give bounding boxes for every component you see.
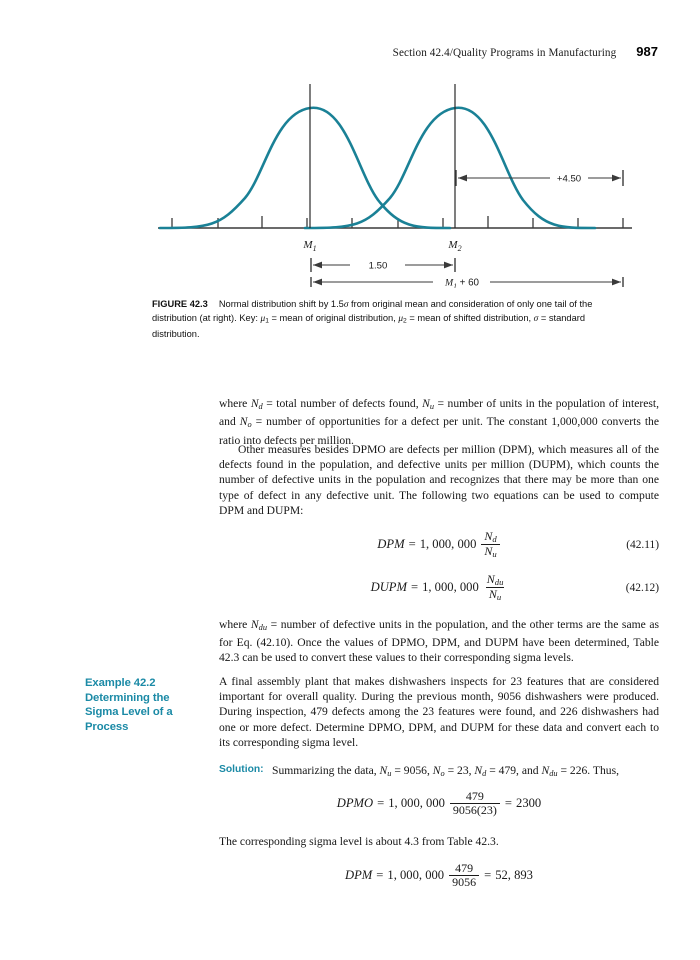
var-ndu-sub: du — [258, 623, 267, 633]
para1-text-2: = number of units in the population of interest, and — [219, 397, 659, 429]
var-ndu: N — [250, 618, 259, 631]
example-heading — [85, 676, 210, 734]
eq-lhs: DPM — [377, 537, 405, 552]
example-heading-line-3: Sigma Level of a — [85, 706, 173, 719]
where-prefix: where — [219, 397, 251, 410]
dimension-span-m1-60 — [311, 277, 623, 288]
figure-caption-text-4: = mean of shifted distribution, — [406, 313, 534, 324]
var-nd-sub: d — [258, 402, 263, 412]
var-nu: N — [422, 397, 430, 410]
where-prefix: where — [219, 618, 251, 631]
eq-lhs: DPMO — [336, 795, 374, 810]
eq-fraction — [449, 862, 479, 888]
eq-equals: = — [408, 537, 416, 552]
fraction-denominator: 9056 — [449, 875, 479, 889]
sigma-level-note — [219, 834, 659, 849]
paragraph-text: The corresponding sigma level is about 4.3 from Table 42.3. — [219, 835, 499, 848]
equation-expression — [345, 862, 533, 888]
equation-42-12 — [219, 573, 659, 602]
paragraph-where-nd — [219, 396, 659, 448]
fraction-numerator: 479 — [455, 861, 474, 875]
eq-fraction — [481, 530, 499, 559]
eq-fraction — [484, 573, 507, 602]
equation-expression — [371, 573, 508, 602]
var-no-sub: o — [440, 769, 445, 779]
figure-caption — [152, 298, 630, 342]
fraction-numerator: $N_d$ — [484, 529, 497, 545]
solution-text-4: = 226. Thus, — [557, 764, 619, 777]
running-head-section-title: Section 42.4/Quality Programs in Manufacturing — [392, 47, 617, 59]
figure-42-3 — [150, 78, 640, 288]
fraction-denominator: $N_u$ — [486, 587, 504, 602]
solution-text-3: = 479, and — [486, 764, 542, 777]
solution-prefix: Summarizing the data, — [272, 764, 380, 777]
var-nu-sub: u — [387, 769, 392, 779]
var-nd: N — [474, 764, 483, 777]
figure-caption-text-5: = standard distribution. — [152, 313, 586, 340]
dimension-label-shift: 1.50 — [368, 260, 388, 272]
solution-label: Solution: — [219, 764, 264, 775]
figure-caption-text-1: Normal distribution shift by 1.5 — [218, 299, 344, 309]
example-heading-line-2: Determining the — [85, 691, 170, 704]
eq-equals: = — [376, 867, 384, 882]
fraction-denominator: $N_u$ — [481, 544, 499, 559]
eq-lhs: DUPM — [370, 580, 407, 595]
mu-subscript-2: 2 — [403, 318, 407, 326]
paragraph-other-measures — [219, 442, 659, 518]
sigma-symbol-2: σ — [533, 314, 539, 325]
eq-constant: 1, 000, 000 — [422, 580, 479, 595]
page-number: 987 — [636, 44, 658, 59]
dimension-tail-4-50 — [455, 81, 623, 186]
dimension-label-span: $M_1 + 60$ — [445, 277, 479, 288]
eq-constant: 1, 000, 000 — [387, 867, 445, 882]
figure-caption-label: FIGURE 42.3 — [152, 299, 208, 309]
var-no-sub: o — [247, 420, 252, 430]
eq-lhs: DPM — [345, 867, 373, 882]
eq-constant: 1, 000, 000 — [388, 795, 445, 810]
eq-equals-2: = — [484, 867, 492, 882]
eq-fraction — [450, 790, 500, 816]
equation-expression — [377, 530, 500, 559]
equation-dpm-solved — [219, 862, 659, 888]
para1-text-3: = number of opportunities for a defect per unit. The constant 1,000,000 converts the ratio into defects per million. — [219, 415, 660, 447]
eq-equals-2: = — [504, 795, 513, 810]
mu-symbol-1: μ — [260, 314, 266, 325]
paragraph-text — [219, 617, 659, 666]
fraction-denominator: 9056(23) — [450, 803, 500, 817]
dimension-label-tail: +4.50 — [556, 173, 582, 185]
eq-equals: = — [410, 580, 419, 595]
var-no: N — [432, 764, 441, 777]
eq-constant: 1, 000, 000 — [419, 537, 477, 552]
example-problem — [219, 674, 659, 750]
paragraph-text: Other measures besides DPMO are defects per million (DPM), which measures all of the defects found in the population, and defective units per million (DUPM), which counts the number of defective units in the population and recognizes that there may be more than one type of defect in any defective unit. The following two equations can be used to compute DPM and DUPM: — [219, 443, 659, 517]
var-ndu-sub: du — [549, 769, 558, 779]
para3-text-1: = number of defective units in the population, and the other terms are the same as for Eq. (42.10). Once the values of DPMO, DPM, and DUPM have been determined, Table 42.3 can be used to convert these values to their corresponding sigma levels. — [219, 618, 659, 665]
running-head — [393, 44, 658, 59]
var-no: N — [239, 415, 248, 429]
normal-distribution-chart — [150, 78, 640, 288]
fraction-numerator: 479 — [465, 789, 484, 803]
dimension-shift-1-50 — [311, 258, 455, 272]
fraction-numerator: $N_{du}$ — [486, 572, 504, 588]
paragraph-text — [219, 396, 659, 448]
equation-dpmo-solved — [219, 790, 659, 816]
equation-42-11 — [219, 530, 659, 559]
mean-label-m1: $M_1$ — [303, 239, 317, 253]
var-nd-sub: d — [482, 769, 487, 779]
equation-number: (42.11) — [626, 538, 659, 551]
figure-caption-text-2: from original mean and consideration of only one tail of the distribution (at right). Key: — [152, 299, 593, 324]
figure-caption-text-3: = mean of original distribution, — [268, 313, 399, 324]
solution-text-1: = 9056, — [391, 764, 433, 777]
para1-text-1: = total number of defects found, — [262, 397, 423, 410]
paragraph-text: A final assembly plant that makes dishwashers inspects for 23 features that are considered important for overall quality. During the previous month, 9056 dishwashers were produced. During inspection, 479 defects among the 23 features were found, and 226 dishwashers had one or more defect. Determine DPMO, DPM, and DUPM for these data and convert each to its corresponding sigma level. — [219, 675, 659, 749]
var-nu-sub: u — [429, 402, 435, 412]
var-ndu: N — [541, 764, 550, 777]
mean-label-m2: $M_2$ — [448, 239, 462, 253]
equation-expression — [337, 790, 541, 816]
equation-number: (42.12) — [625, 581, 659, 594]
example-heading-line-4: Process — [85, 720, 129, 733]
eq-result: 2300 — [516, 795, 542, 810]
sigma-symbol-1: σ — [343, 300, 349, 310]
mu-subscript-1: 1 — [265, 318, 269, 326]
eq-result: 52, 893 — [495, 867, 533, 882]
paragraph-where-ndu — [219, 617, 659, 666]
distribution-curve-shifted — [305, 108, 595, 228]
example-heading-line-1: Example 42.2 — [85, 677, 156, 689]
solution-text-2: = 23, — [444, 764, 475, 777]
mu-symbol-2: μ — [398, 314, 404, 325]
var-nd: N — [250, 397, 259, 410]
var-nu: N — [379, 764, 388, 777]
eq-equals: = — [377, 795, 385, 810]
solution-intro — [272, 763, 660, 781]
